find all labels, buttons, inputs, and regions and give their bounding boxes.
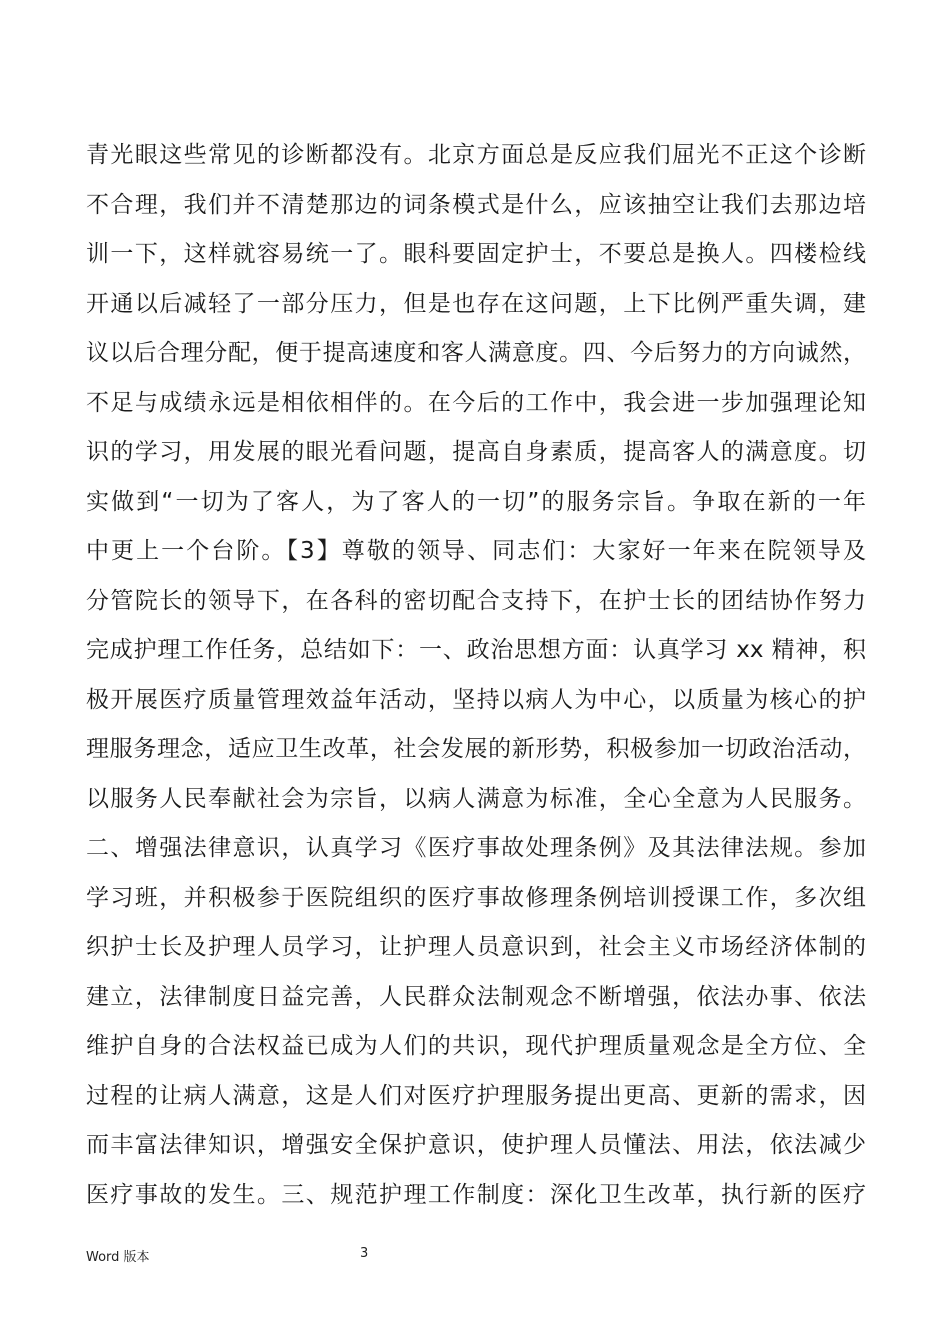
text-line: 维护自身的合法权益已成为人们的共识，现代护理质量观念是全方位、全 <box>86 1033 866 1059</box>
page-number: 3 <box>360 1246 369 1261</box>
text-line: 不足与成绩永远是相依相伴的。在今后的工作中，我会进一步加强理论知 <box>86 389 866 416</box>
text-line: 青光眼这些常见的诊断都没有。北京方面总是反应我们屈光不正这个诊断 <box>86 142 866 168</box>
text-line: 训一下，这样就容易统一了。眼科要固定护士，不要总是换人。四楼检线 <box>86 241 866 267</box>
text-line: 极开展医疗质量管理效益年活动，坚持以病人为中心，以质量为核心的护 <box>86 686 866 713</box>
text-line: 实做到“一切为了客人，为了客人的一切”的服务宗旨。争取在新的一年 <box>86 488 866 515</box>
text-line: 开通以后减轻了一部分压力，但是也存在这问题，上下比例严重失调，建 <box>86 290 866 317</box>
text-line: 医疗事故的发生。三、规范护理工作制度：深化卫生改革，执行新的医疗 <box>86 1181 866 1208</box>
text-line: 理服务理念，适应卫生改革，社会发展的新形势，积极参加一切政治活动， <box>86 736 866 762</box>
text-line: 学习班，并积极参于医院组织的医疗事故修理条例培训授课工作，多次组 <box>86 884 866 911</box>
text-line: 过程的让病人满意，这是人们对医疗护理服务提出更高、更新的需求，因 <box>86 1082 866 1109</box>
text-line: 分管院长的领导下，在各科的密切配合支持下，在护士长的团结协作努力 <box>86 587 866 614</box>
text-line: 二、增强法律意识，认真学习《医疗事故处理条例》及其法律法规。参加 <box>86 835 866 861</box>
text-line: 以服务人民奉献社会为宗旨，以病人满意为标准，全心全意为人民服务。 <box>86 785 866 812</box>
text-line: 完成护理工作任务，总结如下：一、政治思想方面：认真学习 xx 精神，积 <box>86 637 866 663</box>
text-line: 识的学习，用发展的眼光看问题，提高自身素质，提高客人的满意度。切 <box>86 439 866 465</box>
text-line: 中更上一个台阶。【3】尊敬的领导、同志们：大家好一年来在院领导及 <box>86 538 866 564</box>
footer-label: Word 版本 <box>86 1250 150 1265</box>
text-line: 织护士长及护理人员学习，让护理人员意识到，社会主义市场经济体制的 <box>86 934 866 960</box>
text-line: 议以后合理分配，便于提高速度和客人满意度。四、今后努力的方向诚然， <box>86 340 866 366</box>
text-line: 而丰富法律知识，增强安全保护意识，使护理人员懂法、用法，依法减少 <box>86 1132 866 1158</box>
text-line: 建立，法律制度日益完善，人民群众法制观念不断增强，依法办事、依法 <box>86 983 866 1010</box>
body-text <box>86 131 866 1220</box>
text-line: 不合理，我们并不清楚那边的词条模式是什么，应该抽空让我们去那边培 <box>86 191 866 218</box>
